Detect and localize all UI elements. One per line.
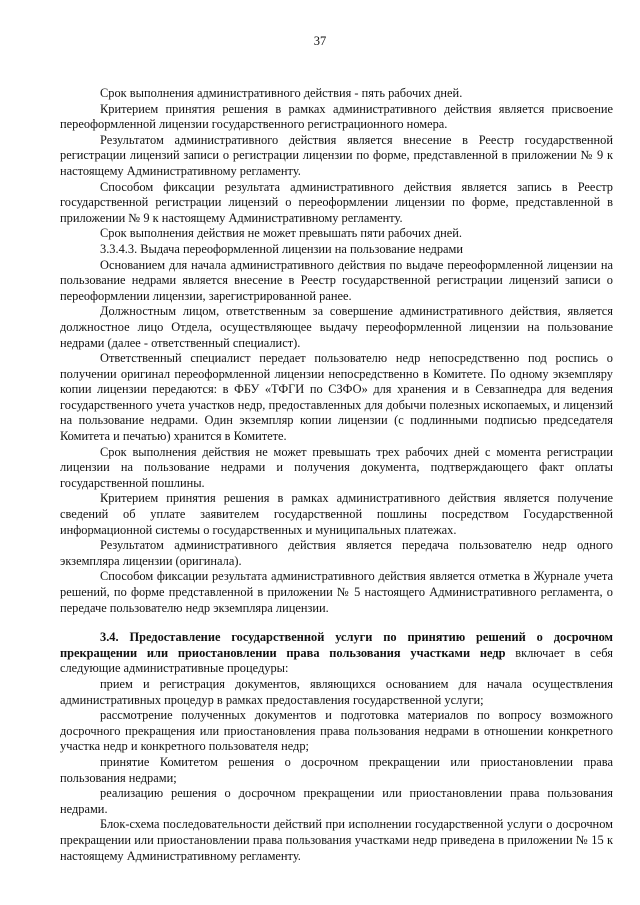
paragraph: Критерием принятия решения в рамках административного действия является присвоение переоформленной лицензии государственного регистрационного номера. (60, 101, 613, 132)
paragraph: Блок-схема последовательности действий при исполнении государственной услуги о досрочном прекращении или приостановлении права пользования участками недр приведена в приложении № 15 к настоящему Административному регламенту. (60, 817, 613, 863)
procedure-item: принятие Комитетом решения о досрочном прекращении или приостановлении права пользования недрами; (60, 754, 613, 785)
paragraph: Результатом административного действия является передача пользователю недр одного экземпляра лицензии (оригинала). (60, 538, 613, 568)
section-heading-tail: включает в себя следующие административные процедуры: (60, 645, 613, 676)
paragraph: Ответственный специалист передает пользователю недр непосредственно под роспись о получении оригинал переоформленной лицензии непосредственно в Комитете. По одному экземпляру копии лицензии передаются: в ФБУ «ТФГИ по СЗФО» для хранения и в Севзапнедра для ведения государственного учета участков недр, предоставленных для добычи полезных ископаемых, и лицензий на пользование недрами. Один экземпляр копии лицензии (с подлинными подписью председателя Комитета и печатью) хранится в Комитете. (60, 351, 613, 444)
paragraph: Способом фиксации результата административного действия является отметка в Журнале учета решений, по форме представленной в приложении № 5 настоящего Административного регламента, о передаче пользователю недр экземпляра лицензии. (60, 569, 613, 615)
paragraph: Срок выполнения административного действия - пять рабочих дней. (100, 86, 463, 100)
subsection-heading: 3.3.4.3. Выдача переоформленной лицензии на пользование недрами (100, 241, 464, 256)
paragraph: Результатом административного действия является внесение в Реестр государственной регистрации лицензий записи о регистрации лицензии по форме, представленной в приложении № 9 к настоящему Административному регламенту. (60, 132, 613, 178)
section-heading: 3.4. Предоставление государственной услуги по принятию решений о досрочном прекращении или приостановлении права пользования участками недр (60, 630, 613, 660)
paragraph: Должностным лицом, ответственным за совершение административного действия, является должностное лицо Отдела, осуществляющее выдачу переоформленной лицензии на пользование недрами (далее - ответственный специалист). (60, 304, 613, 350)
procedure-item: реализацию решения о досрочном прекращении или приостановлении права пользования недрами. (60, 786, 613, 816)
page-number: 37 (313, 34, 327, 48)
paragraph: Способом фиксации результата административного действия является запись в Реестр государственной регистрации лицензий о переоформлении лицензии по форме, представленной в приложении № 9 к настоящему Административному регламенту. (60, 179, 613, 225)
document-body (60, 86, 613, 864)
paragraph: Основанием для начала административного действия по выдаче переоформленной лицензии на пользование недрами является внесение в Реестр государственной регистрации лицензий записи о переоформлении лицензии, зарегистрированной ранее. (60, 257, 613, 303)
paragraph: Срок выполнения действия не может превышать пяти рабочих дней. (100, 226, 463, 241)
paragraph: Срок выполнения действия не может превышать трех рабочих дней с момента регистрации лицензии на пользование недрами и получения документа, подтверждающего факт оплаты государственной пошлины. (60, 444, 613, 490)
paragraph: Критерием принятия решения в рамках административного действия является получение сведений об уплате заявителем государственной пошлины посредством Государственной информационной системы о государственных и муниципальных платежах. (60, 491, 613, 537)
procedure-item: прием и регистрация документов, являющихся основанием для начала осуществления административных процедур в рамках предоставления государственной услуги; (60, 676, 613, 707)
procedure-item: рассмотрение полученных документов и подготовка материалов по вопросу возможного досрочного прекращения или приостановления права пользования недрами в отношении конкретного участка недр и конкретного пользователя недр; (60, 708, 613, 754)
section-intro (60, 630, 613, 677)
